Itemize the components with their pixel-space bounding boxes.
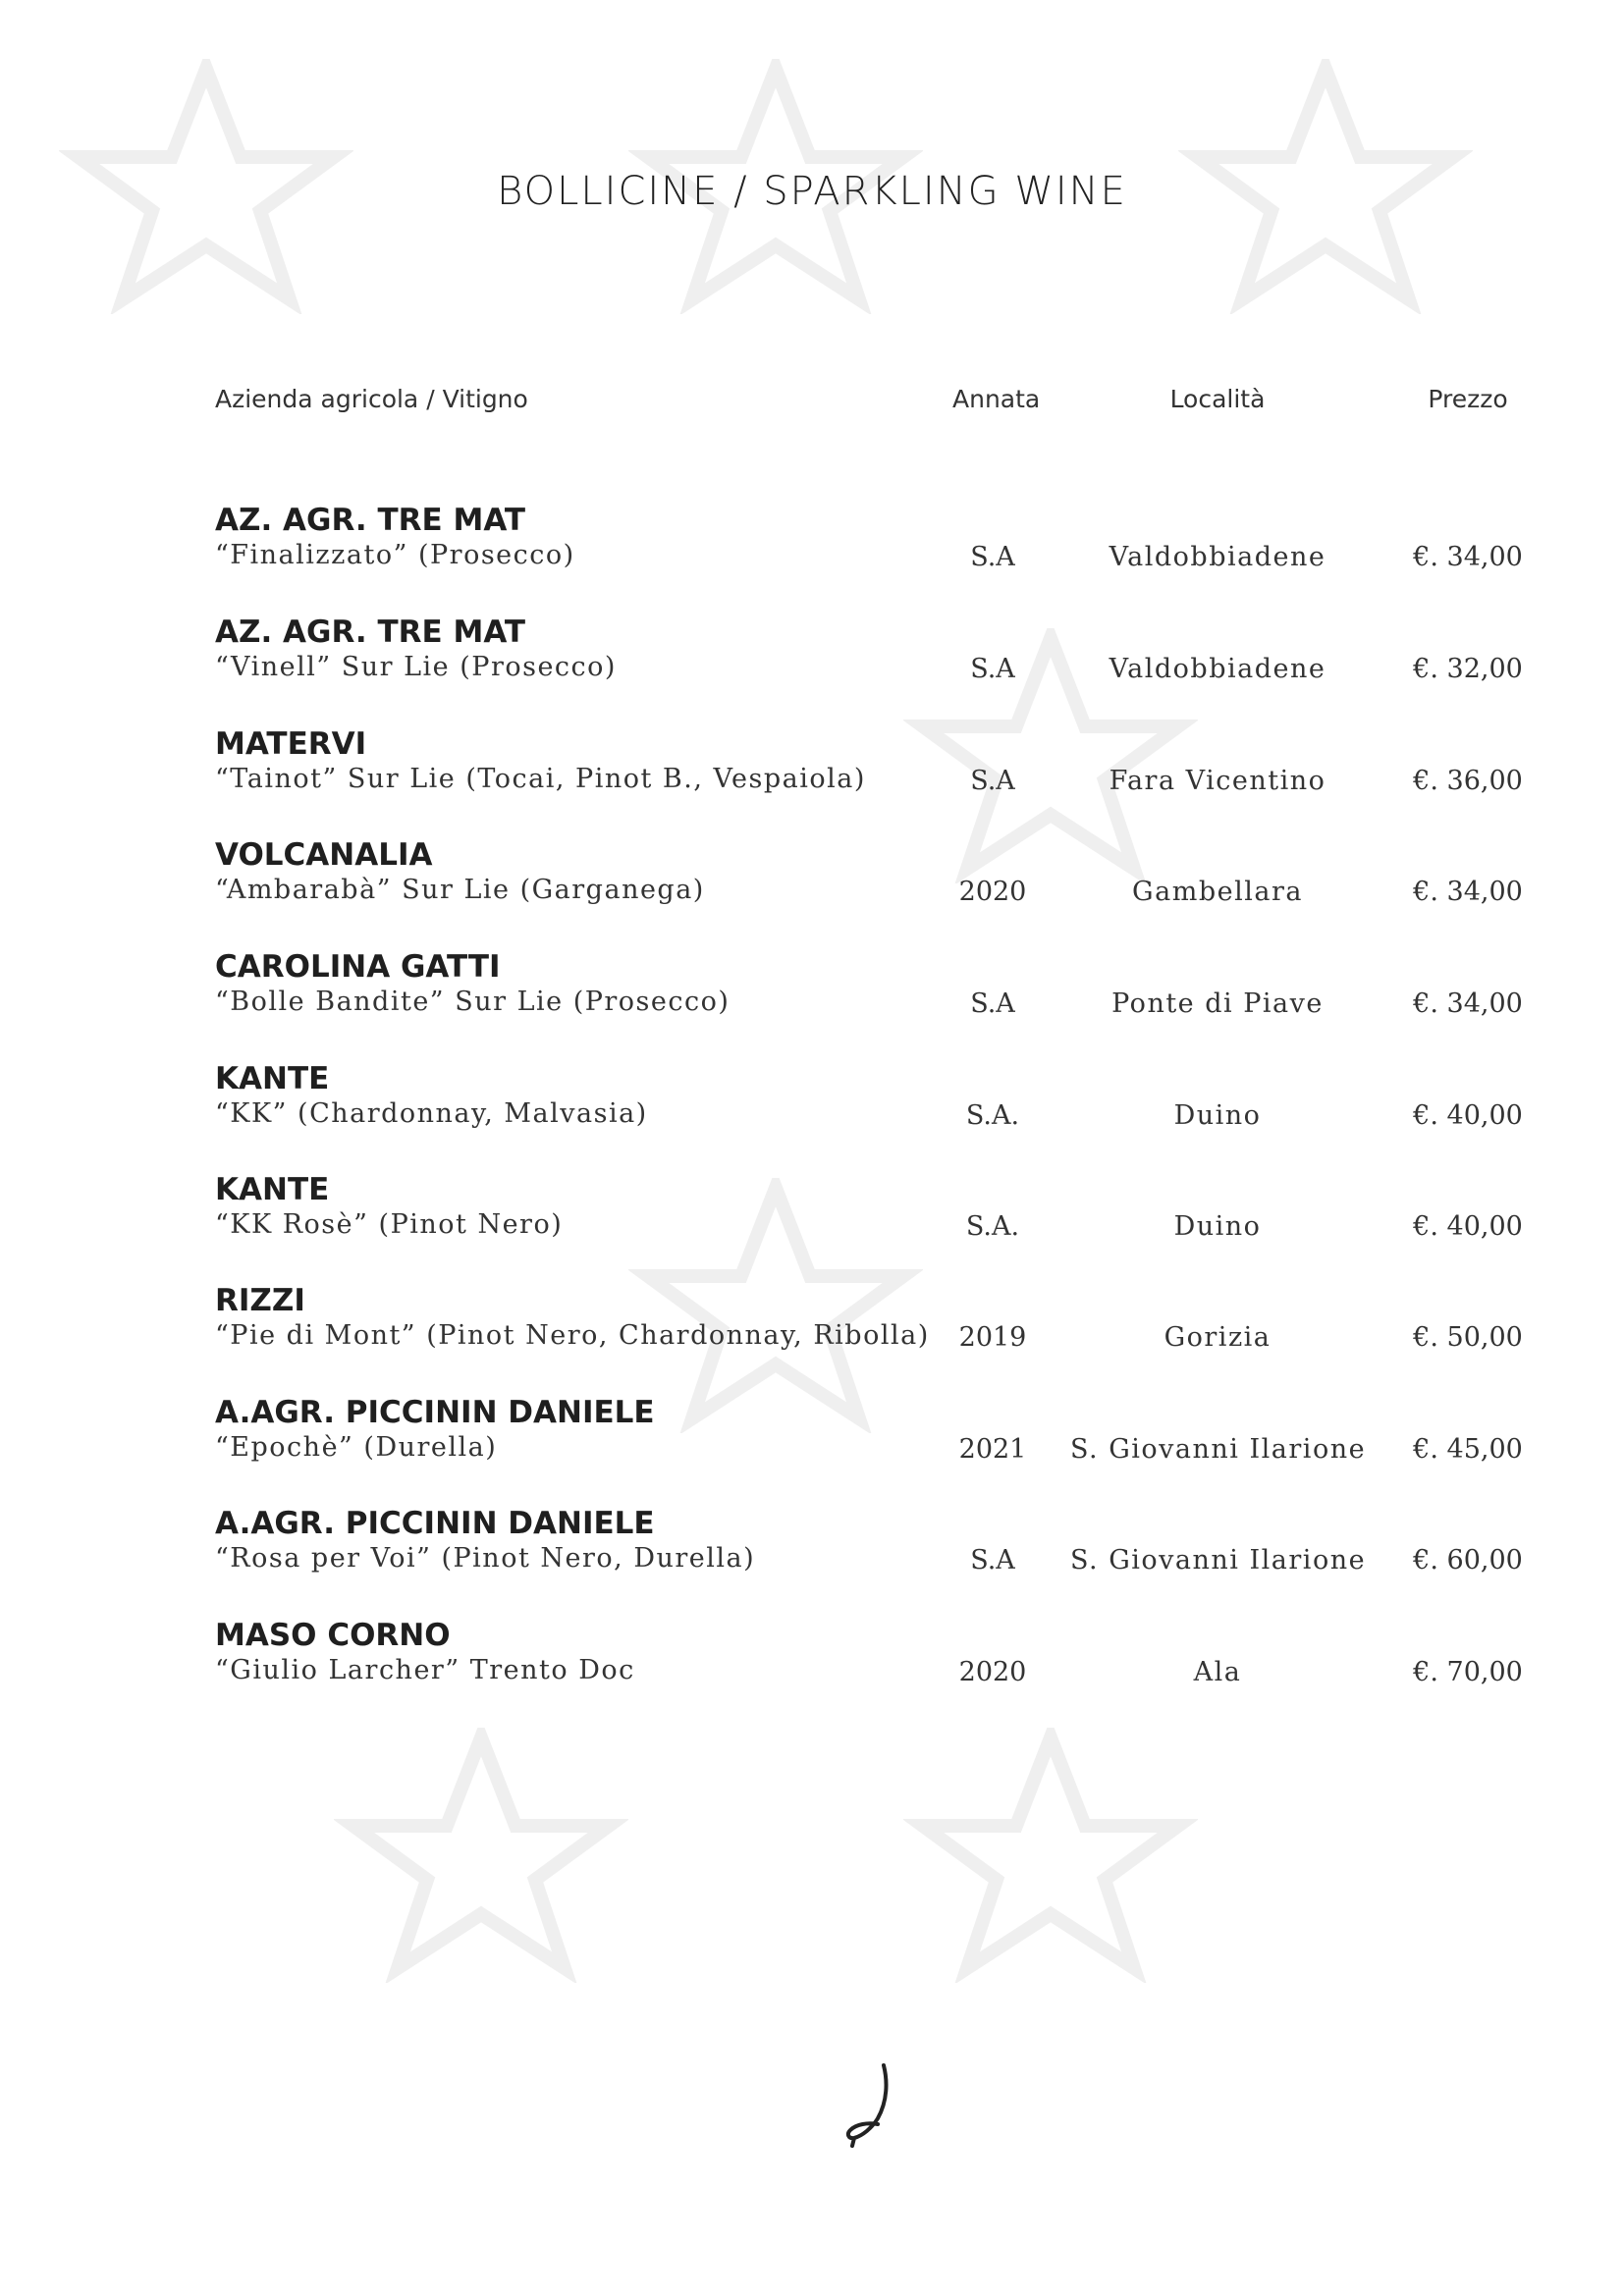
- wine-year: S.A: [970, 654, 1015, 684]
- wine-row: [0, 1395, 1624, 1503]
- wine-year: S.A: [970, 988, 1015, 1019]
- wine-name: “Giulio Larcher” Trento Doc: [215, 1655, 635, 1685]
- wine-place: Gambellara: [1132, 877, 1303, 907]
- wine-name: “Tainot” Sur Lie (Tocai, Pinot B., Vespaiola): [215, 764, 866, 794]
- wine-row: [0, 1172, 1624, 1280]
- wine-year: 2019: [958, 1322, 1027, 1353]
- wine-price: €. 32,00: [1413, 654, 1523, 684]
- wine-year: 2020: [958, 1657, 1027, 1687]
- wine-row: [0, 949, 1624, 1057]
- wine-producer: KANTE: [215, 1172, 330, 1207]
- wine-producer: AZ. AGR. TRE MAT: [215, 614, 526, 650]
- wine-name: “Vinell” Sur Lie (Prosecco): [215, 652, 617, 682]
- wine-year: S.A: [970, 542, 1015, 572]
- wine-price: €. 45,00: [1413, 1434, 1523, 1465]
- wine-name: “Rosa per Voi” (Pinot Nero, Durella): [215, 1543, 756, 1574]
- page-title: BOLLICINE / SPARKLING WINE: [497, 169, 1127, 214]
- wine-name: “Pie di Mont” (Pinot Nero, Chardonnay, Ribolla): [215, 1320, 930, 1351]
- wine-name: “Ambarabà” Sur Lie (Garganega): [215, 875, 705, 905]
- wine-price: €. 40,00: [1413, 1211, 1523, 1242]
- wine-price: €. 34,00: [1413, 988, 1523, 1019]
- wine-row: [0, 614, 1624, 722]
- wine-place: Duino: [1173, 1100, 1262, 1131]
- wine-producer: CAROLINA GATTI: [215, 949, 501, 985]
- wine-name: “KK” (Chardonnay, Malvasia): [215, 1098, 648, 1129]
- wine-producer: MASO CORNO: [215, 1618, 451, 1653]
- wine-name: “Finalizzato” (Prosecco): [215, 540, 575, 570]
- wine-producer: RIZZI: [215, 1283, 305, 1318]
- wine-producer: A.AGR. PICCININ DANIELE: [215, 1395, 655, 1430]
- wine-year: 2020: [958, 877, 1027, 907]
- wine-producer: MATERVI: [215, 726, 367, 762]
- wine-price: €. 50,00: [1413, 1322, 1523, 1353]
- wine-row: [0, 503, 1624, 611]
- wine-name: “Bolle Bandite” Sur Lie (Prosecco): [215, 987, 731, 1017]
- wine-producer: KANTE: [215, 1061, 330, 1096]
- wine-row: [0, 1506, 1624, 1614]
- wine-price: €. 34,00: [1413, 877, 1523, 907]
- leaf-logo-icon: [844, 2061, 893, 2150]
- wine-row: [0, 726, 1624, 834]
- wine-place: Duino: [1173, 1211, 1262, 1242]
- wine-producer: VOLCANALIA: [215, 837, 433, 873]
- wine-place: Ala: [1193, 1657, 1242, 1687]
- wine-place: Valdobbiadene: [1109, 654, 1326, 684]
- wine-year: S.A.: [965, 1100, 1020, 1131]
- wine-price: €. 60,00: [1413, 1545, 1523, 1575]
- wine-producer: A.AGR. PICCININ DANIELE: [215, 1506, 655, 1541]
- wine-row: [0, 1618, 1624, 1726]
- wine-price: €. 70,00: [1413, 1657, 1523, 1687]
- wine-year: S.A: [970, 766, 1015, 796]
- wine-price: €. 36,00: [1413, 766, 1523, 796]
- column-header-place: Località: [1169, 385, 1266, 413]
- wine-name: “Epochè” (Durella): [215, 1432, 498, 1463]
- wine-year: 2021: [958, 1434, 1027, 1465]
- wine-row: [0, 1061, 1624, 1169]
- wine-row: [0, 837, 1624, 945]
- wine-row: [0, 1283, 1624, 1391]
- wine-place: Ponte di Piave: [1111, 988, 1324, 1019]
- wine-place: S. Giovanni Ilarione: [1070, 1434, 1367, 1465]
- wine-year: S.A: [970, 1545, 1015, 1575]
- wine-name: “KK Rosè” (Pinot Nero): [215, 1209, 564, 1240]
- wine-producer: AZ. AGR. TRE MAT: [215, 503, 526, 538]
- wine-year: S.A.: [965, 1211, 1020, 1242]
- wine-price: €. 40,00: [1413, 1100, 1523, 1131]
- column-header-price: Prezzo: [1428, 385, 1508, 413]
- wine-price: €. 34,00: [1413, 542, 1523, 572]
- wine-place: S. Giovanni Ilarione: [1070, 1545, 1367, 1575]
- watermark-star-icon: [334, 1728, 628, 1983]
- column-header-year: Annata: [952, 385, 1041, 413]
- wine-place: Valdobbiadene: [1109, 542, 1326, 572]
- wine-place: Fara Vicentino: [1109, 766, 1326, 796]
- wine-place: Gorizia: [1164, 1322, 1272, 1353]
- watermark-star-icon: [903, 1728, 1198, 1983]
- column-header-producer: Azienda agricola / Vitigno: [215, 385, 528, 413]
